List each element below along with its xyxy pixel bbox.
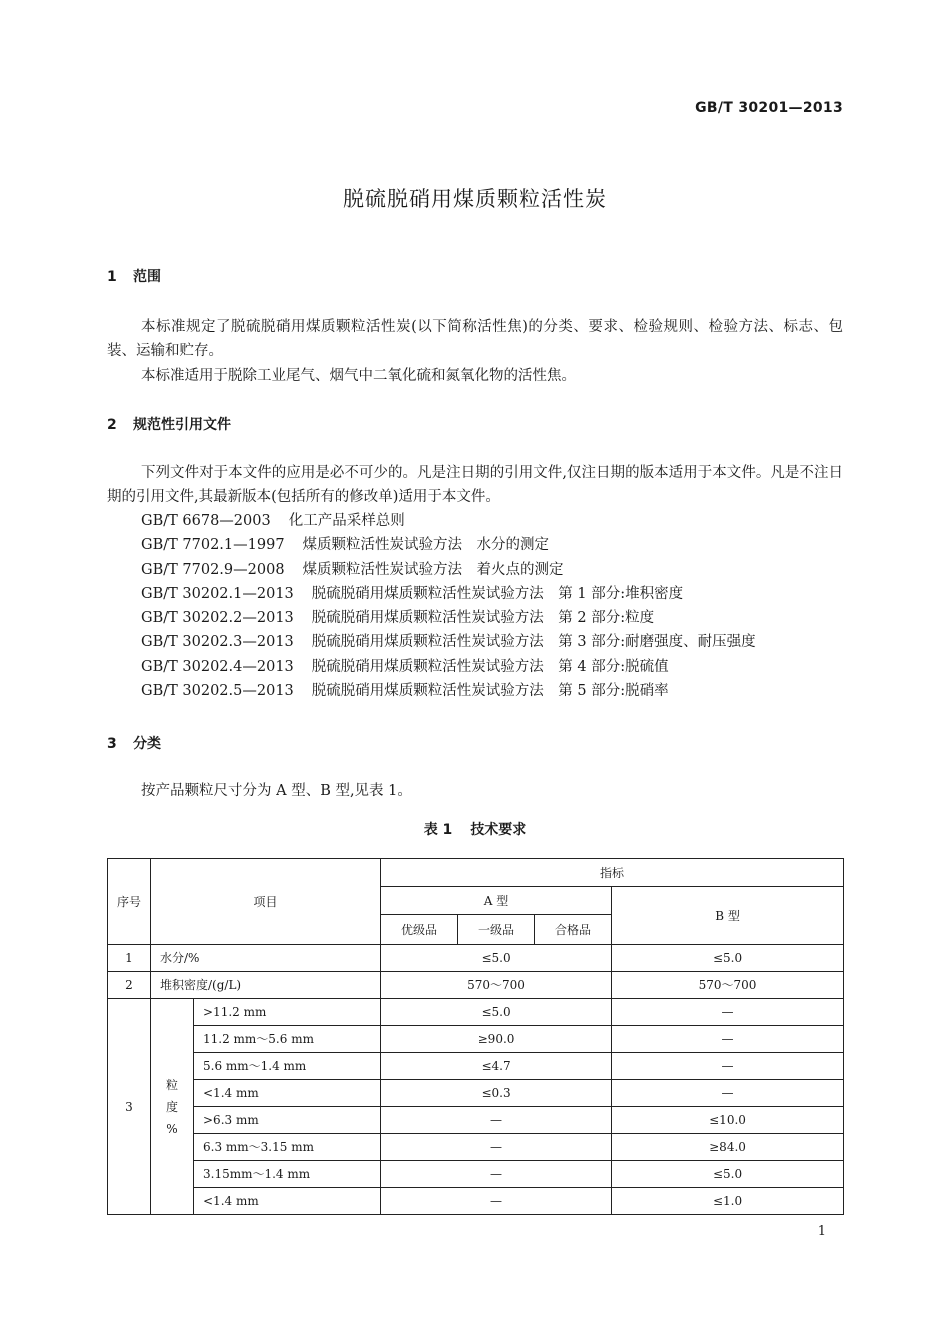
table-row <box>108 972 844 999</box>
granularity-label-char: 度 <box>165 1099 178 1114</box>
reference-item <box>141 655 756 679</box>
reference-list <box>141 509 756 703</box>
reference-code: GB/T 30202.4—2013 <box>141 658 294 675</box>
section-heading-scope <box>107 266 161 286</box>
table-caption-number: 表 1 <box>423 822 453 838</box>
reference-title: 脱硫脱硝用煤质颗粒活性炭试验方法 第 4 部分:脱硫值 <box>311 658 669 675</box>
paragraph-text: 下列文件对于本文件的应用是必不可少的。凡是注日期的引用文件,仅注日期的版本适用于本文件。凡是不注日期的引用文件,其最新版本(包括所有的修改单)适用于本文件。 <box>107 465 843 505</box>
cell-type-b: — <box>612 999 844 1026</box>
table-row <box>108 1107 844 1134</box>
cell-size-range: 3.15mm～1.4 mm <box>194 1161 381 1188</box>
cell-type-b: — <box>612 1080 844 1107</box>
page-number: 1 <box>817 1224 826 1239</box>
section-title: 分类 <box>133 736 161 752</box>
references-intro-paragraph <box>107 461 843 509</box>
cell-seq: 2 <box>108 972 151 999</box>
reference-title: 脱硫脱硝用煤质颗粒活性炭试验方法 第 3 部分:耐磨强度、耐压强度 <box>311 634 756 651</box>
section-heading-classification <box>107 733 161 753</box>
cell-type-a: ≤0.3 <box>381 1080 612 1107</box>
cell-type-b: ≤5.0 <box>612 1161 844 1188</box>
cell-type-a: — <box>381 1134 612 1161</box>
reference-title: 脱硫脱硝用煤质颗粒活性炭试验方法 第 5 部分:脱硝率 <box>311 683 669 700</box>
section-number: 2 <box>107 417 117 433</box>
reference-item <box>141 679 756 703</box>
cell-type-a: ≤5.0 <box>381 945 612 972</box>
cell-item: 堆积密度/(g/L) <box>151 972 381 999</box>
cell-type-a: 570～700 <box>381 972 612 999</box>
table-row <box>108 1026 844 1053</box>
reference-title: 煤质颗粒活性炭试验方法 着火点的测定 <box>302 561 564 578</box>
cell-type-a: — <box>381 1107 612 1134</box>
reference-title: 煤质颗粒活性炭试验方法 水分的测定 <box>302 537 550 554</box>
reference-code: GB/T 6678—2003 <box>141 513 271 529</box>
reference-item <box>141 582 756 606</box>
table-row <box>108 999 844 1026</box>
cell-size-range: 6.3 mm～3.15 mm <box>194 1134 381 1161</box>
table-row <box>108 945 844 972</box>
reference-code: GB/T 30202.3—2013 <box>141 634 294 651</box>
table-caption <box>0 819 950 839</box>
cell-type-b: — <box>612 1026 844 1053</box>
paragraph-text: 本标准规定了脱硫脱硝用煤质颗粒活性炭(以下简称活性焦)的分类、要求、检验规则、检验方法、标志、包装、运输和贮存。 <box>107 319 843 359</box>
cell-size-range: 5.6 mm～1.4 mm <box>194 1053 381 1080</box>
table-row <box>108 1053 844 1080</box>
reference-item <box>141 606 756 630</box>
cell-type-b: ≤1.0 <box>612 1188 844 1215</box>
section-title: 规范性引用文件 <box>133 417 231 433</box>
table-row <box>108 1161 844 1188</box>
reference-title: 脱硫脱硝用煤质颗粒活性炭试验方法 第 2 部分:粒度 <box>311 610 655 627</box>
header-type-b: B 型 <box>612 887 844 945</box>
cell-size-range: >11.2 mm <box>194 999 381 1026</box>
table-row <box>108 1134 844 1161</box>
cell-type-b: ≤5.0 <box>612 945 844 972</box>
reference-title: 化工产品采样总则 <box>288 513 405 529</box>
reference-item <box>141 509 756 533</box>
cell-type-a: — <box>381 1188 612 1215</box>
reference-code: GB/T 7702.1—1997 <box>141 537 285 554</box>
cell-size-range: <1.4 mm <box>194 1080 381 1107</box>
section-number: 3 <box>107 736 117 752</box>
cell-type-b: ≥84.0 <box>612 1134 844 1161</box>
reference-item <box>141 533 756 557</box>
header-grade-first: 一级品 <box>458 915 535 945</box>
cell-seq: 3 <box>108 999 151 1215</box>
reference-code: GB/T 30202.1—2013 <box>141 585 294 602</box>
standard-number: GB/T 30201—2013 <box>695 100 843 116</box>
granularity-label-char: 粒 <box>165 1077 178 1092</box>
technical-requirements-table <box>107 858 844 1215</box>
table-caption-title: 技术要求 <box>470 822 527 838</box>
section-title: 范围 <box>133 269 161 285</box>
reference-code: GB/T 30202.2—2013 <box>141 610 294 627</box>
header-seq: 序号 <box>108 859 151 945</box>
cell-size-range: 11.2 mm～5.6 mm <box>194 1026 381 1053</box>
cell-type-a: ≤5.0 <box>381 999 612 1026</box>
classification-paragraph: 按产品颗粒尺寸分为 A 型、B 型,见表 1。 <box>141 783 412 799</box>
header-indicator: 指标 <box>381 859 844 887</box>
header-item: 项目 <box>151 859 381 945</box>
scope-paragraph-2 <box>107 364 843 388</box>
cell-size-range: >6.3 mm <box>194 1107 381 1134</box>
cell-seq: 1 <box>108 945 151 972</box>
document-title: 脱硫脱硝用煤质颗粒活性炭 <box>343 187 607 211</box>
table-row <box>108 1188 844 1215</box>
reference-title: 脱硫脱硝用煤质颗粒活性炭试验方法 第 1 部分:堆积密度 <box>311 585 684 602</box>
reference-code: GB/T 30202.5—2013 <box>141 683 294 700</box>
cell-type-b: ≤10.0 <box>612 1107 844 1134</box>
section-heading-normative-references <box>107 414 231 434</box>
cell-type-a: ≤4.7 <box>381 1053 612 1080</box>
cell-size-range: <1.4 mm <box>194 1188 381 1215</box>
section-number: 1 <box>107 269 117 285</box>
header-grade-premium: 优级品 <box>381 915 458 945</box>
reference-item <box>141 630 756 654</box>
granularity-label-char: % <box>166 1121 178 1136</box>
reference-item <box>141 558 756 582</box>
cell-granularity-label <box>151 999 194 1215</box>
cell-type-b: — <box>612 1053 844 1080</box>
cell-item: 水分/% <box>151 945 381 972</box>
header-grade-qualified: 合格品 <box>535 915 612 945</box>
cell-type-a: ≥90.0 <box>381 1026 612 1053</box>
table-row <box>108 1080 844 1107</box>
header-type-a: A 型 <box>381 887 612 915</box>
cell-type-b: 570～700 <box>612 972 844 999</box>
scope-paragraph-1 <box>107 315 843 363</box>
cell-type-a: — <box>381 1161 612 1188</box>
reference-code: GB/T 7702.9—2008 <box>141 561 285 578</box>
paragraph-text: 本标准适用于脱除工业尾气、烟气中二氧化硫和氮氧化物的活性焦。 <box>141 368 576 384</box>
